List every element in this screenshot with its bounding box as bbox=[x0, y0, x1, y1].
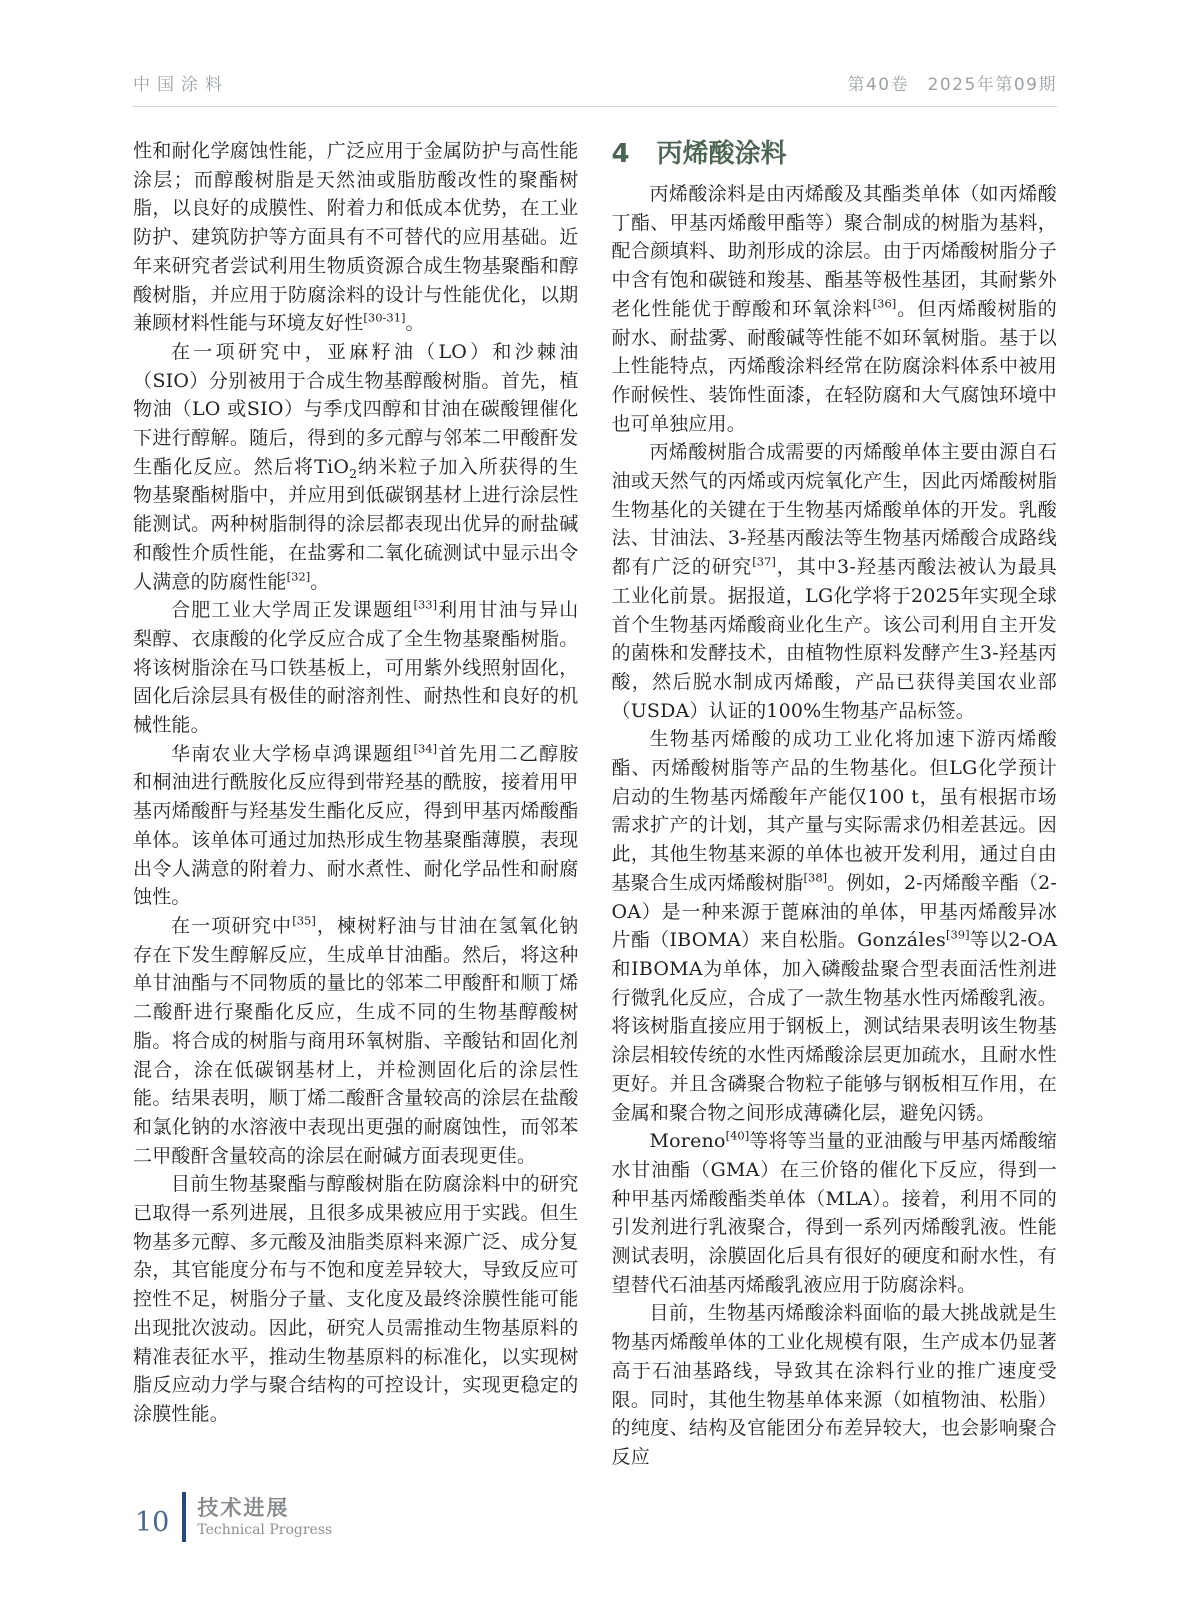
page-number: 10 bbox=[135, 1507, 170, 1538]
article-body bbox=[133, 137, 1057, 1472]
text-run: Moreno bbox=[649, 1130, 726, 1153]
paragraph bbox=[612, 180, 1058, 438]
paragraph bbox=[612, 438, 1058, 725]
footer-section bbox=[197, 1492, 332, 1542]
paragraph bbox=[133, 740, 579, 912]
paragraph bbox=[133, 1170, 579, 1428]
page-header bbox=[133, 70, 1057, 107]
paragraph bbox=[612, 725, 1058, 1127]
citation-sup: [30-31] bbox=[363, 310, 406, 325]
text-run: 。 bbox=[405, 312, 425, 335]
text-run: ，其中3-羟基丙酸法被认为最具工业化前景。据报道，LG化学将于2025年实现全球首个生物基丙烯酸商业化生产。该公司利用自主开发的菌株和发酵技术，由植物性原料发酵产生3-羟基丙酸，然后脱水制成丙烯酸，产品已获得美国农业部（USDA）认证的100%生物基产品标签。 bbox=[611, 556, 1057, 722]
text-run: 。例如，2-丙烯酸辛酯（2-OA）是一种来源于蓖麻油的单体，甲基丙烯酸异冰片酯（IBOMA）来自松脂。Gonzáles bbox=[611, 871, 1057, 952]
text-run: 目前，生物基丙烯酸涂料面临的最大挑战就是生物基丙烯酸单体的工业化规模有限，生产成本仍显著高于石油基路线，导致其在涂料行业的推广速度受限。同时，其他生物基单体来源（如植物油、松脂）的纯度、结构及官能团分布差异较大，也会影响聚合反应 bbox=[611, 1302, 1057, 1468]
text-run: 等以2-OA和IBOMA为单体，加入磷酸盐聚合型表面活性剂进行微乳化反应，合成了一款生物基水性丙烯酸乳液。将该树脂直接应用于钢板上，测试结果表明该生物基涂层相较传统的水性丙烯酸涂层更加疏水，且耐水性更好。并且含磷聚合物粒子能够与钢板相互作用，在金属和聚合物之间形成薄磷化层，避免闪锈。 bbox=[611, 929, 1057, 1124]
paragraph bbox=[612, 1299, 1058, 1471]
citation-sub: 2 bbox=[349, 465, 358, 481]
text-run: 首先用二乙醇胺和桐油进行酰胺化反应得到带羟基的酰胺，接着用甲基丙烯酸酐与羟基发生酯化反应，得到甲基丙烯酸酯单体。该单体可通过加热形成生物基聚酯薄膜，表现出令人满意的附着力、耐水煮性、耐化学品性和耐腐蚀性。 bbox=[133, 742, 579, 909]
text-run: 在一项研究中，亚麻籽油（LO）和沙棘油（SIO）分别被用于合成生物基醇酸树脂。首先，植物油（LO 或SIO）与季戊四醇和甘油在碳酸锂催化下进行醇解。随后，得到的多元醇与邻苯二甲酸酐发生酯化反应。然后将TiO bbox=[133, 340, 579, 478]
text-run: 丙烯酸树脂合成需要的丙烯酸单体主要由源自石油或天然气的丙烯或丙烷氧化产生，因此丙烯酸树脂生物基化的关键在于生物基丙烯酸单体的开发。乳酸法、甘油法、3-羟基丙酸法等生物基丙烯酸合成路线都有广泛的研究 bbox=[611, 441, 1057, 579]
text-run: 生物基丙烯酸的成功工业化将加速下游丙烯酸酯、丙烯酸树脂等产品的生物基化。但LG化学预计启动的生物基丙烯酸年产能仅100 t，虽有根据市场需求扩产的计划，其产量与实际需求仍相差甚远。因此，其他生物基来源的单体也被开发利用，通过自由基聚合生成丙烯酸树脂 bbox=[611, 728, 1057, 894]
citation-sup: [36] bbox=[872, 296, 897, 311]
section-title: 丙烯酸涂料 bbox=[656, 139, 787, 169]
text-run: 丙烯酸涂料是由丙烯酸及其酯类单体（如丙烯酸丁酯、甲基丙烯酸甲酯等）聚合制成的树脂为基料，配合颜填料、助剂形成的涂层。由于丙烯酸树脂分子中含有饱和碳链和羧基、酯基等极性基团，其耐紫外老化性能优于醇酸和环氧涂料 bbox=[611, 183, 1057, 320]
footer-section-cn: 技术进展 bbox=[197, 1496, 290, 1520]
paragraph bbox=[133, 338, 579, 596]
text-run: 利用甘油与异山梨醇、衣康酸的化学反应合成了全生物基聚酯树脂。将该树脂涂在马口铁基板上，可用紫外线照射固化，固化后涂层具有极佳的耐溶剂性、耐热性和良好的机械性能。 bbox=[133, 599, 579, 737]
citation-sup: [37] bbox=[752, 554, 776, 569]
citation-sup: [39] bbox=[946, 927, 970, 942]
citation-sup: [33] bbox=[413, 597, 438, 612]
text-run: 目前生物基聚酯与醇酸树脂在防腐涂料中的研究已取得一系列进展，且很多成果被应用于实践。但生物基多元醇、多元酸及油脂类原料来源广泛、成分复杂，其官能度分布与不饱和度差异较大，导致反应可控性不足，树脂分子量、支化度及最终涂膜性能可能出现批次波动。因此，研究人员需推动生物基原料的精准表征水平，推动生物基原料的标准化，以实现树脂反应动力学与聚合结构的可控设计，实现更稳定的涂膜性能。 bbox=[133, 1173, 579, 1425]
text-run: 性和耐化学腐蚀性能，广泛应用于金属防护与高性能涂层；而醇酸树脂是天然油或脂肪酸改性的聚酯树脂，以良好的成膜性、附着力和低成本优势，在工业防护、建筑防护等方面具有不可替代的应用基础。近年来研究者尝试利用生物质资源合成生物基聚酯和醇酸树脂，并应用于防腐涂料的设计与性能优化，以期兼顾材料性能与环境友好性 bbox=[133, 140, 579, 335]
citation-sup: [34] bbox=[413, 741, 438, 756]
citation-sup: [40] bbox=[725, 1128, 750, 1143]
paragraph bbox=[133, 912, 579, 1170]
citation-sup: [35] bbox=[292, 913, 316, 928]
text-run: 等将等当量的亚油酸与甲基丙烯酸缩水甘油酯（GMA）在三价铬的催化下反应，得到一种甲基丙烯酸酯类单体（MLA）。接着，利用不同的引发剂进行乳液聚合，得到一系列丙烯酸乳液。性能测试表明，涂膜固化后具有很好的硬度和耐水性，有望替代石油基丙烯酸乳液应用于防腐涂料。 bbox=[611, 1130, 1057, 1296]
left-column bbox=[133, 137, 579, 1472]
text-run: 在一项研究中 bbox=[171, 914, 293, 937]
text-run: 合肥工业大学周正发课题组 bbox=[171, 599, 414, 622]
journal-name: 中国涂料 bbox=[133, 75, 229, 95]
paragraph bbox=[133, 596, 579, 740]
section-heading bbox=[612, 137, 1058, 171]
page-footer bbox=[135, 1492, 332, 1542]
text-run: 纳米粒子加入所获得的生物基聚酯树脂中，并应用到低碳钢基材上进行涂层性能测试。两种树脂制得的涂层都表现出优异的耐盐碱和酸性介质性能，在盐雾和二氧化硫测试中显示出令人满意的防腐性能 bbox=[133, 455, 579, 593]
citation-sup: [38] bbox=[803, 870, 828, 885]
text-run: ，楝树籽油与甘油在氢氧化钠存在下发生醇解反应，生成单甘油酯。然后，将这种单甘油酯与不同物质的量比的邻苯二甲酸酐和顺丁烯二酸酐进行聚酯化反应，生成不同的生物基醇酸树脂。将合成的树脂与商用环氧树脂、辛酸钴和固化剂混合，涂在低碳钢基材上，并检测固化后的涂层性能。结果表明，顺丁烯二酸酐含量较高的涂层在盐酸和氯化钠的水溶液中表现出更强的耐腐蚀性，而邻苯二甲酸酐含量较高的涂层在耐碱方面表现更佳。 bbox=[133, 914, 579, 1167]
text-run: 。但丙烯酸树脂的耐水、耐盐雾、耐酸碱等性能不如环氧树脂。基于以上性能特点，丙烯酸涂料经常在防腐涂料体系中被用作耐候性、装饰性面漆，在轻防腐和大气腐蚀环境中也可单独应用。 bbox=[611, 297, 1057, 435]
text-run: 。 bbox=[310, 570, 330, 593]
footer-section-en: Technical Progress bbox=[197, 1522, 333, 1538]
paragraph bbox=[133, 137, 579, 338]
text-run: 华南农业大学杨卓鸿课题组 bbox=[171, 742, 414, 765]
footer-divider-bar bbox=[182, 1492, 186, 1542]
section-number: 4 bbox=[611, 139, 630, 169]
right-column bbox=[612, 137, 1058, 1472]
paragraph bbox=[612, 1127, 1058, 1299]
issue-info: 第40卷 2025年第09期 bbox=[847, 75, 1057, 95]
citation-sup: [32] bbox=[286, 569, 311, 584]
